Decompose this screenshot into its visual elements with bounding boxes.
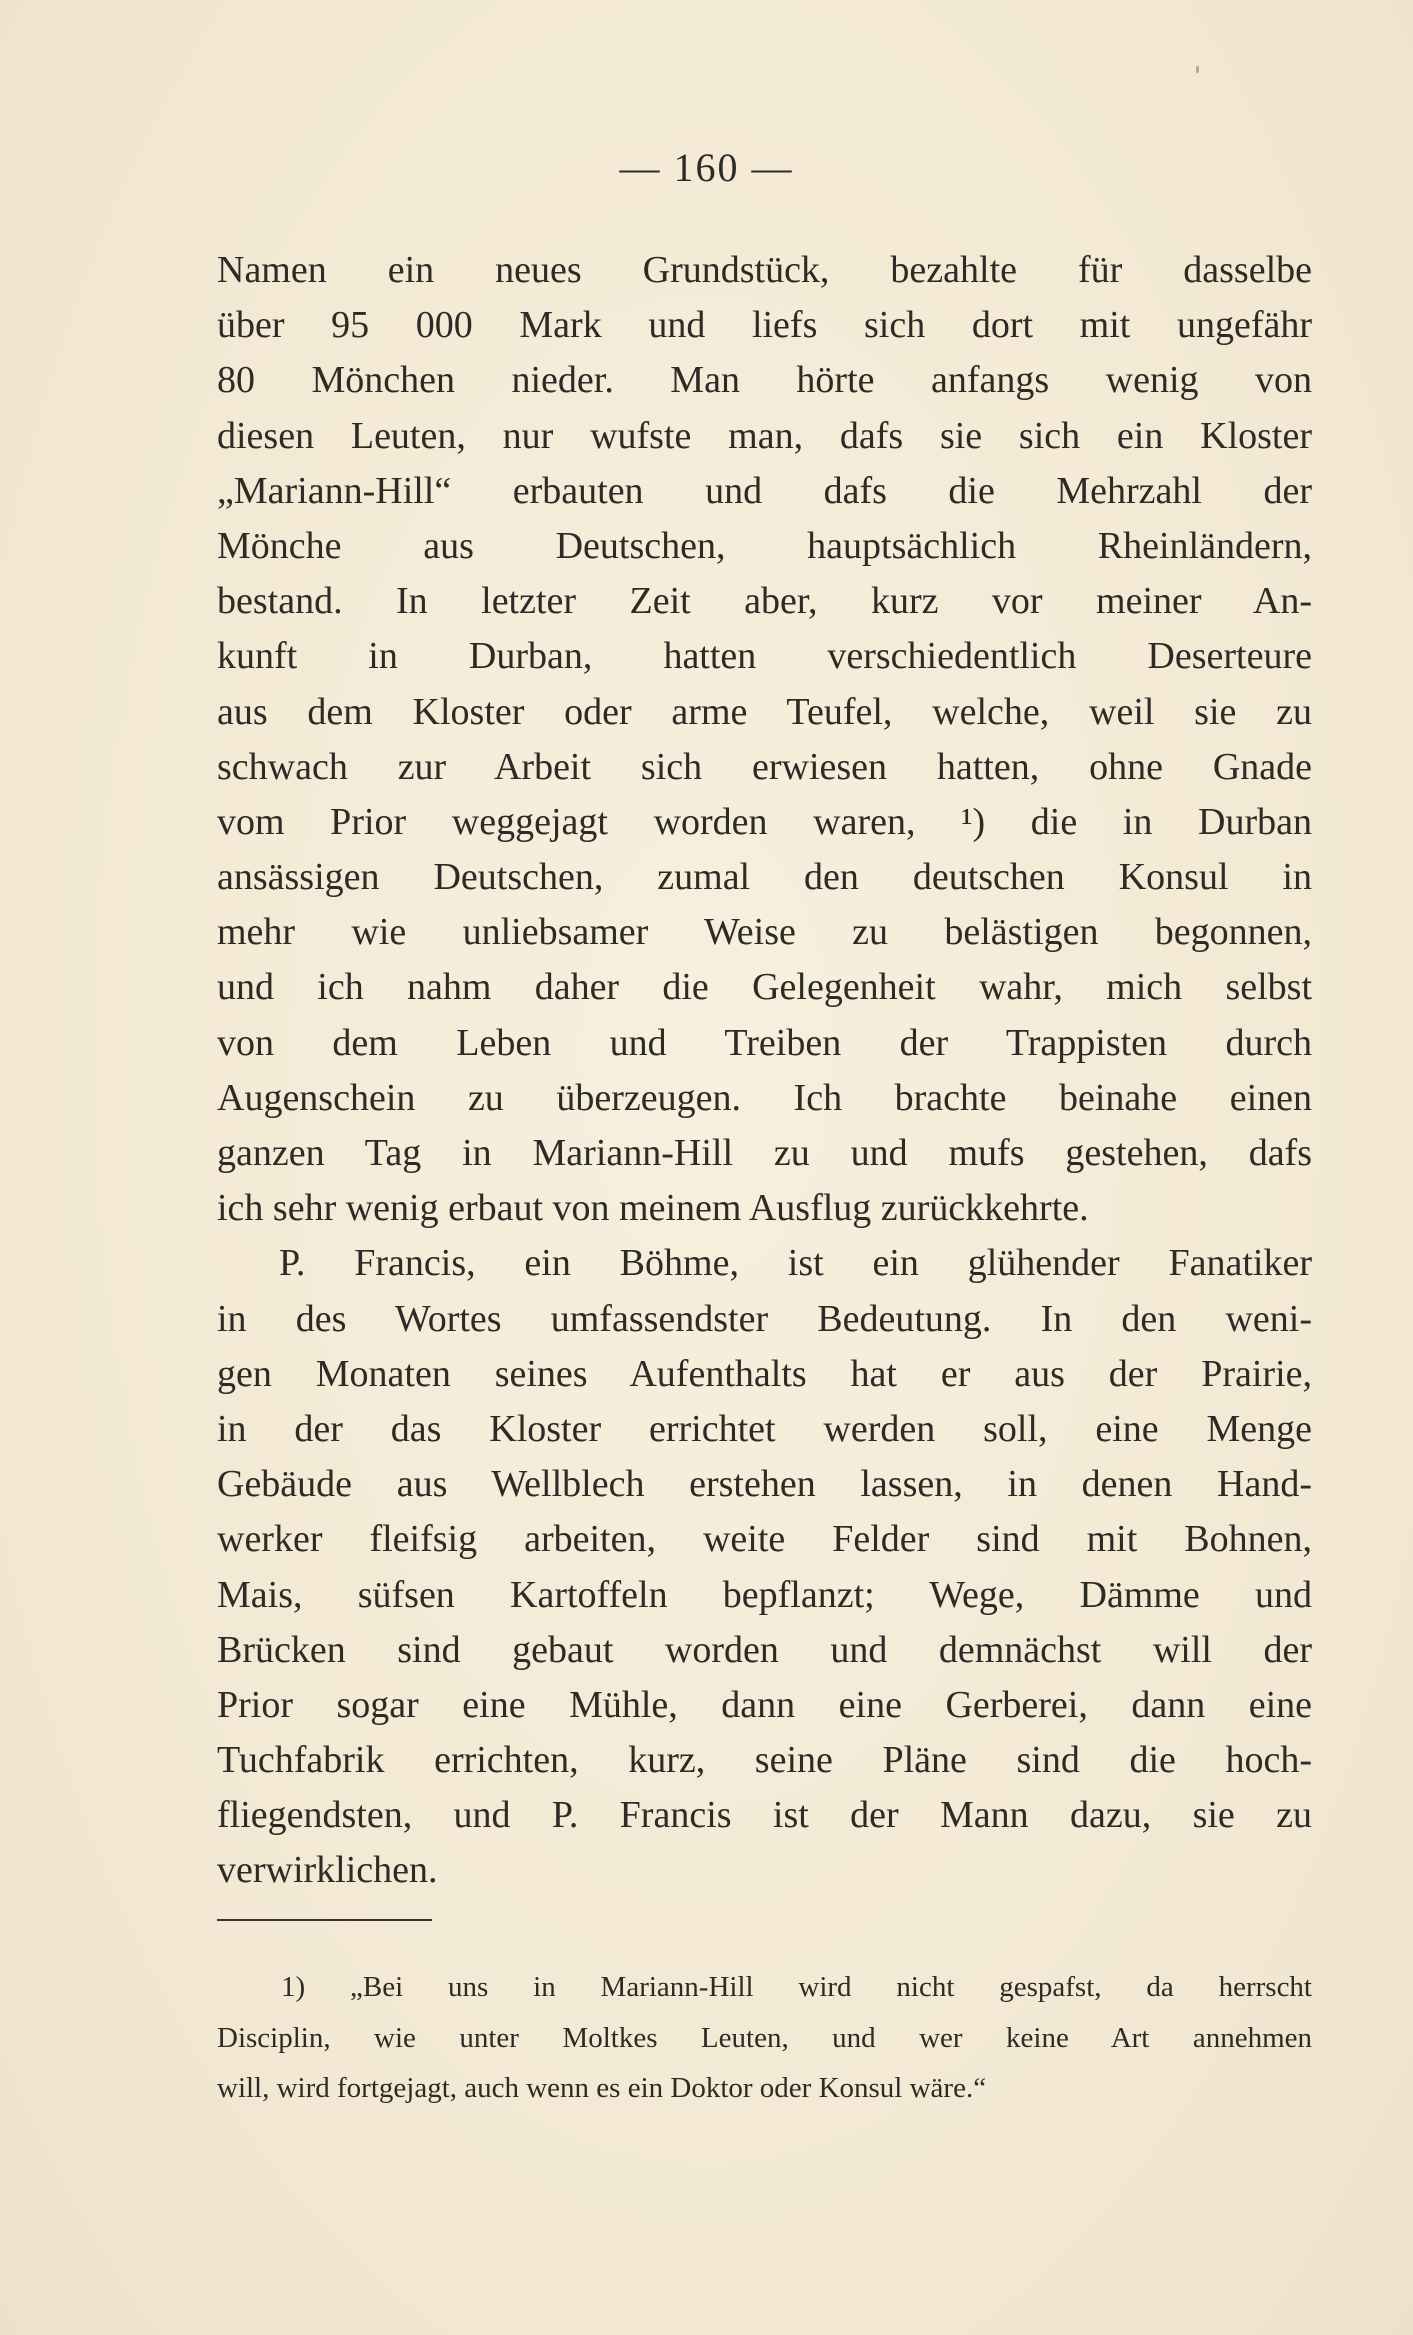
text-line: „Mariann-Hill“ erbauten und dafs die Mehrzahl der: [217, 469, 1312, 512]
text-line: Namen ein neues Grundstück, bezahlte für dasselbe: [217, 249, 1312, 291]
text-line: bestand. In letzter Zeit aber, kurz vor meiner An-: [217, 580, 1312, 623]
text-line: in der das Kloster errichtet werden soll, eine Menge: [217, 1407, 1312, 1450]
text-line: von dem Leben und Treiben der Trappisten durch: [217, 1021, 1312, 1064]
text-line: Prior sogar eine Mühle, dann eine Gerberei, dann eine: [217, 1683, 1312, 1726]
text-line: gen Monaten seines Aufenthalts hat er aus der Prairie,: [217, 1352, 1312, 1395]
text-line: mehr wie unliebsamer Weise zu belästigen begonnen,: [217, 911, 1312, 954]
text-line: Augenschein zu überzeugen. Ich brachte beinahe einen: [217, 1076, 1312, 1119]
text-line: ganzen Tag in Mariann-Hill zu und mufs gestehen, dafs: [217, 1132, 1312, 1174]
footnote-block: [217, 1962, 1312, 2114]
text-line: werker fleifsig arbeiten, weite Felder sind mit Bohnen,: [217, 1518, 1312, 1561]
text-line: fliegendsten, und P. Francis ist der Mann dazu, sie zu: [217, 1794, 1312, 1837]
text-line: vom Prior weggejagt worden waren, ¹) die in Durban: [217, 800, 1312, 843]
text-line: in des Wortes umfassendster Bedeutung. In den weni-: [217, 1297, 1312, 1340]
text-line: Gebäude aus Wellblech erstehen lassen, in denen Hand-: [217, 1463, 1312, 1506]
text-line: ich sehr wenig erbaut von meinem Ausflug zurückkehrte.: [217, 1187, 1089, 1230]
text-line: aus dem Kloster oder arme Teufel, welche, weil sie zu: [217, 690, 1312, 733]
text-line: 80 Mönchen nieder. Man hörte anfangs wenig von: [217, 359, 1312, 402]
text-line: Brücken sind gebaut worden und demnächst will der: [217, 1628, 1312, 1671]
text-line: kunft in Durban, hatten verschiedentlich Deserteure: [217, 635, 1312, 678]
page-number-header: — 160 —: [619, 145, 794, 190]
footnote-line: 1) „Bei uns in Mariann-Hill wird nicht gespafst, da herrscht: [281, 1971, 1312, 2003]
text-line: und ich nahm daher die Gelegenheit wahr, mich selbst: [217, 966, 1312, 1009]
text-line: diesen Leuten, nur wufste man, dafs sie sich ein Kloster: [217, 414, 1312, 457]
footnote-line: will, wird fortgejagt, auch wenn es ein Doktor oder Konsul wäre.“: [217, 2072, 987, 2104]
paper-speck: [1196, 66, 1199, 73]
text-line: ansässigen Deutschen, zumal den deutschen Konsul in: [217, 856, 1312, 899]
text-line: Tuchfabrik errichten, kurz, seine Pläne sind die hoch-: [217, 1739, 1312, 1782]
text-line: verwirklichen.: [217, 1849, 438, 1892]
footnote-line: Disciplin, wie unter Moltkes Leuten, und wer keine Art annehmen: [217, 2021, 1312, 2054]
text-line: Mönche aus Deutschen, hauptsächlich Rheinländern,: [217, 524, 1312, 567]
text-line: Mais, süfsen Kartoffeln bepflanzt; Wege, Dämme und: [217, 1573, 1312, 1616]
text-line: schwach zur Arbeit sich erwiesen hatten, ohne Gnade: [217, 745, 1312, 788]
main-text-block: [217, 243, 1312, 1899]
text-line: über 95 000 Mark und liefs sich dort mit ungefähr: [217, 304, 1312, 347]
paragraph-start-line: P. Francis, ein Böhme, ist ein glühender Fanatiker: [279, 1242, 1312, 1285]
footnote-divider: [217, 1919, 432, 1921]
